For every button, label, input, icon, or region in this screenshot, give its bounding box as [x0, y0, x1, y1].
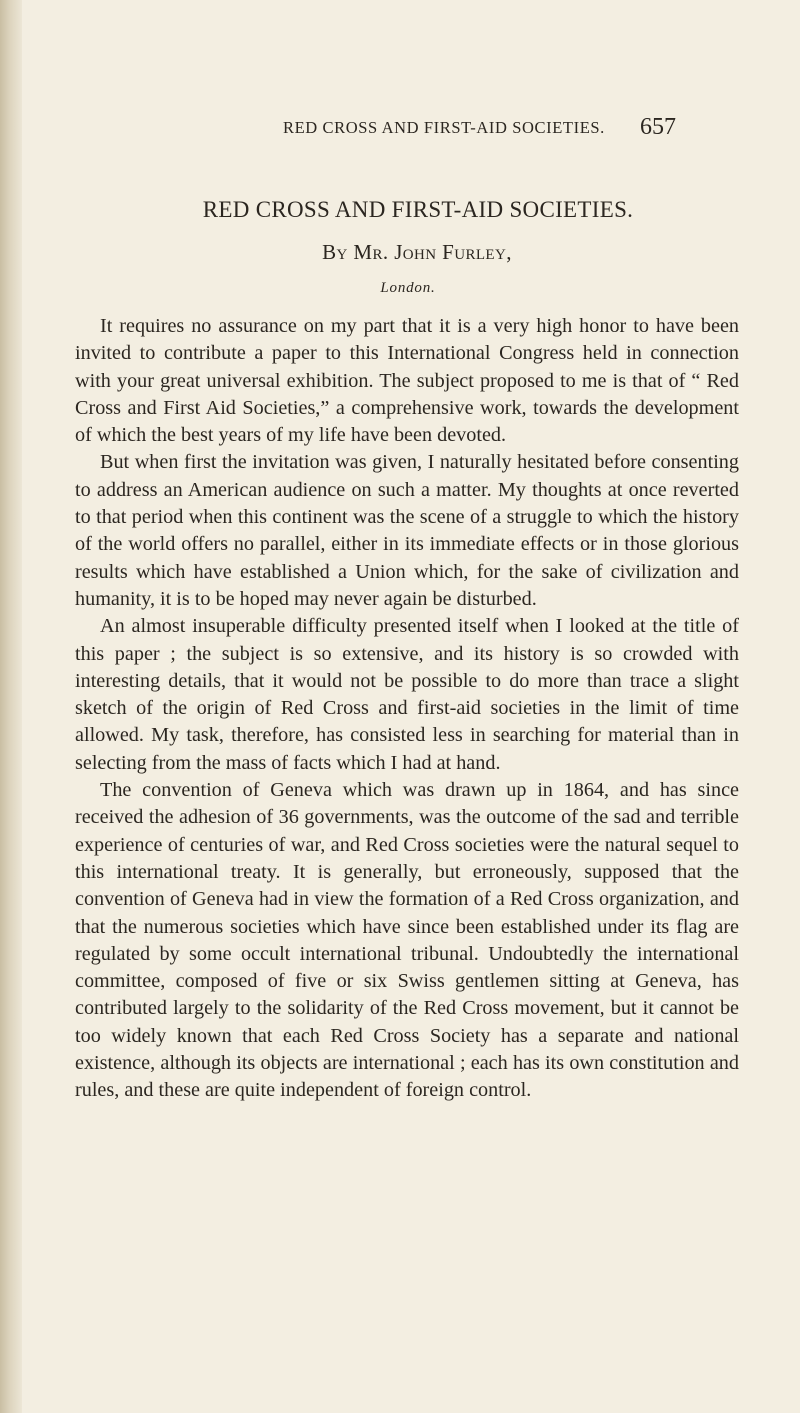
running-head-title: RED CROSS AND FIRST-AID SOCIETIES. — [283, 118, 605, 137]
paragraph: But when first the invitation was given, I naturally hesitated before consenting to address an American audience on such a matter. My thoughts at once reverted to that period when this continent was the scene of a struggle to which the history of the world offers no parallel, either in its immediate effects or in those glorious results which have established a Union which, for the sake of civilization and humanity, it is to be hoped may never again be disturbed. — [75, 451, 739, 610]
paragraph: The convention of Geneva which was drawn up in 1864, and has since received the adhesion of 36 governments, was the outcome of the sad and terrible experience of centuries of war, and Red Cross societies were the natural sequel to this international treaty. It is generally, but erroneously, supposed that the convention of Geneva had in view the formation of a Red Cross organization, and that the numerous societies which have since been established under its flag are regulated by some occult international tribunal. Undoubtedly the international committee, composed of five or six Swiss gentlemen sitting at Geneva, has contributed largely to the solidarity of the Red Cross movement, but it cannot be too widely known that each Red Cross Society has a separate and national existence, although its objects are international ; each has its own constitution and rules, and these are quite independent of foreign control. — [75, 779, 739, 1102]
author-byline: By Mr. John Furley, — [322, 240, 512, 264]
page-number: 657 — [640, 114, 676, 140]
paragraph: An almost insuperable difficulty presented itself when I looked at the title of this paper ; the subject is so extensive, and its history is so crowded with interesting details, that it would not be possible to do more than trace a slight sketch of the origin of Red Cross and first-aid societies in the limit of time allowed. My task, therefore, has consisted less in searching for material than in selecting from the mass of facts which I had at hand. — [75, 615, 739, 774]
running-head — [0, 114, 800, 144]
author-location: London. — [380, 280, 436, 296]
paragraph: It requires no assurance on my part that it is a very high honor to have been invited to contribute a paper to this International Congress held in connection with your great universal exhibition. The subject proposed to me is that of “ Red Cross and First Aid Societies,” a comprehensive work, towards the development of which the best years of my life have been devoted. — [75, 315, 739, 447]
article-title: RED CROSS AND FIRST-AID SOCIETIES. — [202, 197, 634, 222]
article-body — [75, 313, 739, 1105]
